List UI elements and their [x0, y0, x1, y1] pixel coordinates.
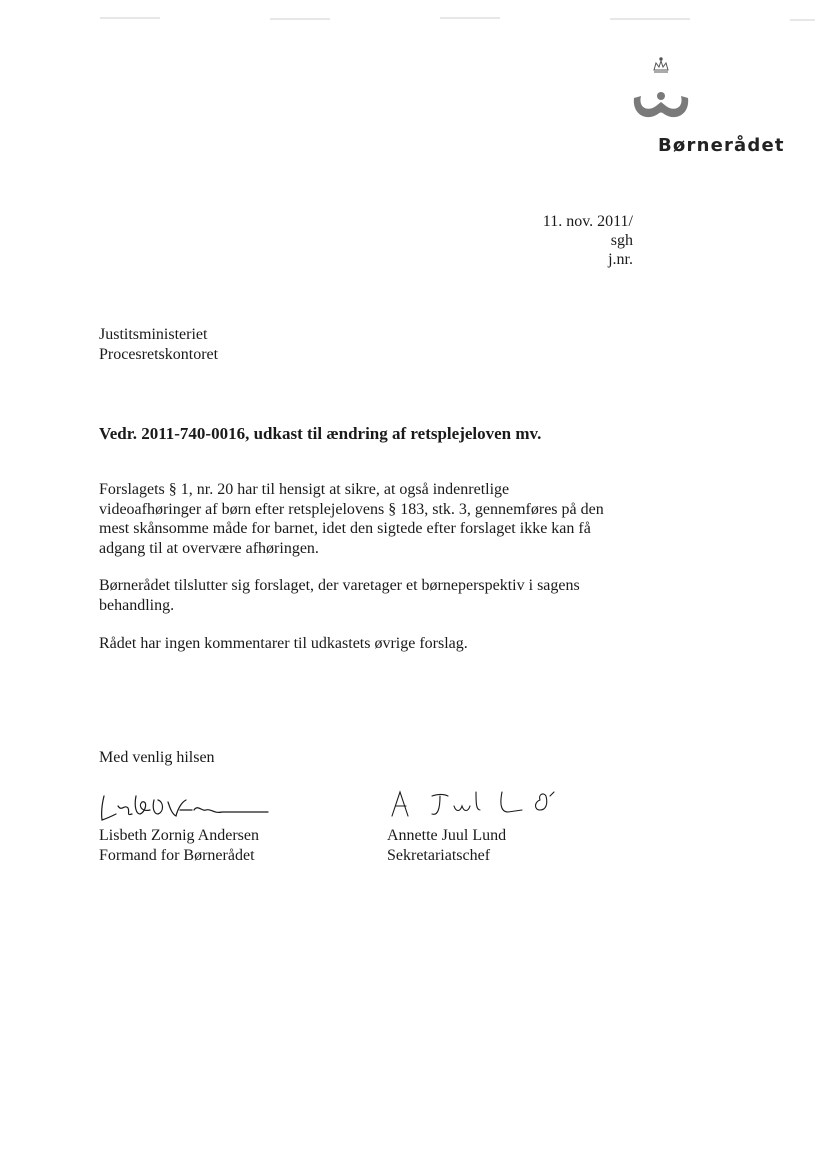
signatory-1-name: Lisbeth Zornig Andersen: [99, 827, 259, 844]
body-line: Rådet har ingen kommentarer til udkastets øvrige forslag.: [99, 635, 468, 652]
body-paragraph-1: [99, 480, 659, 558]
date-block: [543, 212, 633, 269]
body-paragraph-2: [99, 576, 659, 615]
signature-annette-juul-lund: [388, 786, 578, 822]
signature-lisbeth-zornig-andersen: [98, 788, 273, 824]
signatory-1-title: Formand for Børnerådet: [99, 847, 255, 864]
body-paragraph-3: [99, 634, 659, 654]
recipient-line-2: Procesretskontoret: [99, 346, 219, 363]
journal-number: j.nr.: [608, 251, 633, 268]
scan-artifact: [0, 8, 826, 38]
body-line: Forslagets § 1, nr. 20 har til hensigt at sikre, at også indenretlige: [99, 481, 510, 498]
body-line: Børnerådet tilslutter sig forslaget, der varetager et børneperspektiv i sagens: [99, 577, 580, 594]
logo-wordmark: Børnerådet: [658, 135, 785, 156]
subject-line: Vedr. 2011-740-0016, udkast til ændring af retsplejeloven mv.: [99, 424, 542, 443]
body-line: behandling.: [99, 596, 175, 614]
closing-greeting: Med venlig hilsen: [99, 749, 215, 766]
letter-date: 11. nov. 2011/: [542, 213, 633, 230]
crown-icon: [654, 58, 668, 72]
body-line: videoafhøringer af børn efter retsplejelovens § 183, stk. 3, gennemføres på den: [99, 500, 604, 518]
author-initials: sgh: [610, 232, 633, 249]
recipient-line-1: Justitsministeriet: [99, 326, 208, 343]
signatory-2-title: Sekretariatschef: [387, 847, 491, 864]
logo-mark-icon: [634, 92, 688, 117]
signatory-2-name: Annette Juul Lund: [387, 827, 507, 844]
body-line: mest skånsomme måde for barnet, idet den sigtede efter forslaget ikke kan få: [99, 520, 591, 537]
body-line: adgang til at overvære afhøringen.: [99, 539, 319, 557]
